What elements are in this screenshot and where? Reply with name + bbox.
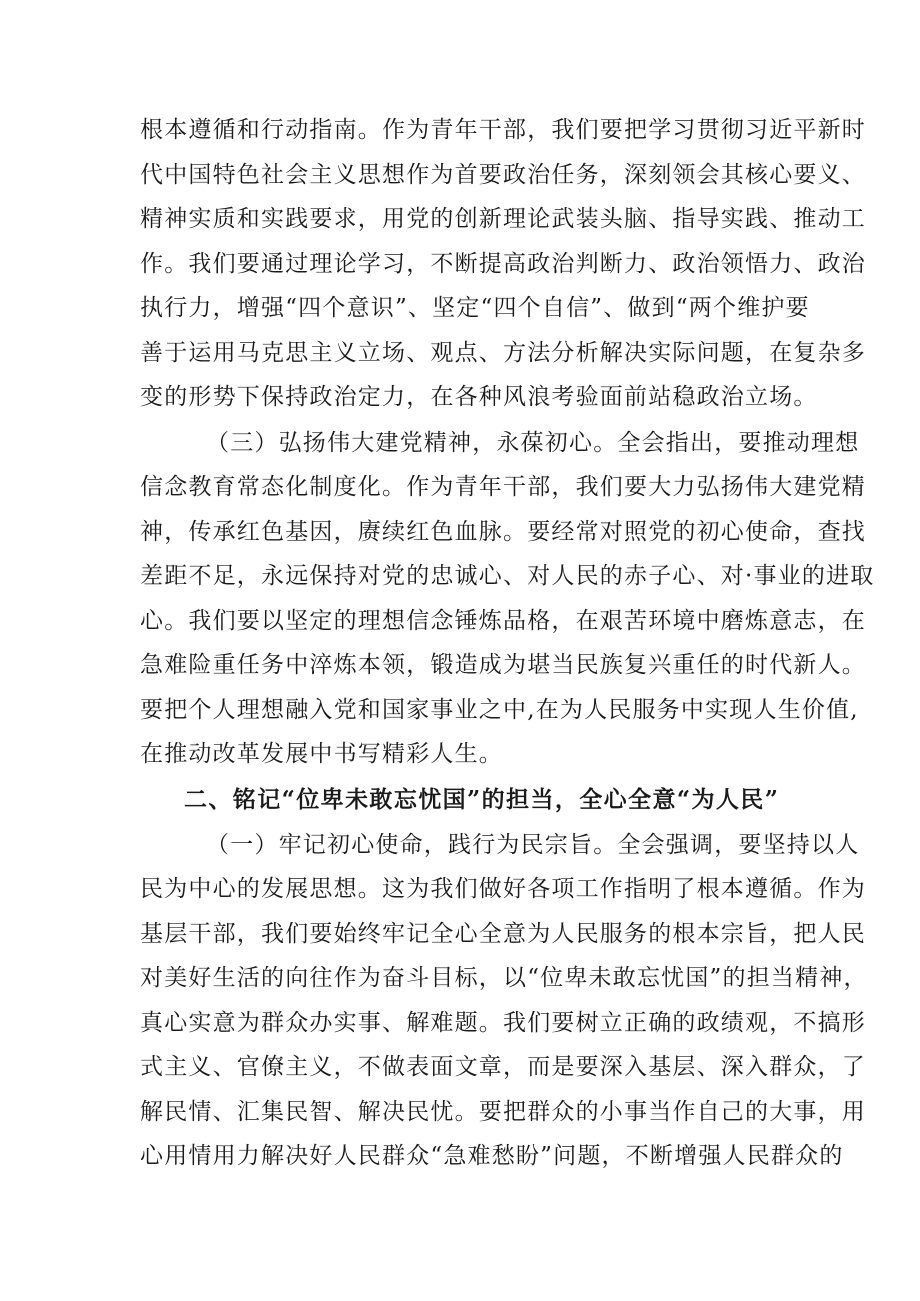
- paragraph-line: 解民情、汇集民智、解决民忧。要把群众的小事当作自己的大事，用: [140, 1099, 866, 1125]
- paragraph-line: 在推动改革发展中书写精彩人生。: [140, 741, 503, 767]
- paragraph-line: 急难险重任务中淬炼本领，锻造成为堪当民族复兴重任的时代新人。: [140, 652, 866, 678]
- paragraph-line: 真心实意为群众办实事、解难题。我们要树立正确的政绩观，不搞形: [140, 1010, 866, 1036]
- paragraph-line: 善于运用马克思主义立场、观点、方法分析解决实际问题，在复杂多: [140, 340, 866, 366]
- paragraph-line: 信念教育常态化制度化。作为青年干部，我们要大力弘扬伟大建党精: [140, 474, 866, 500]
- section-paragraph-start: （三）弘扬伟大建党精神，永葆初心。全会指出，要推动理想: [206, 430, 860, 456]
- paragraph-line: 心用情用力解决好人民群众“急难愁盼”问题，不断增强人民群众的: [140, 1143, 844, 1169]
- paragraph-line: 作。我们要通过理论学习，不断提高政治判断力、政治领悟力、政治: [140, 251, 866, 277]
- paragraph-line: 精神实质和实践要求，用党的创新理论武装头脑、指导实践、推动工: [140, 206, 866, 232]
- paragraph-line: 民为中心的发展思想。这为我们做好各项工作指明了根本遵循。作为: [140, 876, 866, 902]
- paragraph-line: 心。我们要以坚定的理想信念锤炼品格，在艰苦环境中磨炼意志，在: [140, 608, 866, 634]
- section-paragraph-start: （一）牢记初心使命，践行为民宗旨。全会强调，要坚持以人: [206, 832, 860, 858]
- paragraph-line: 根本遵循和行动指南。作为青年干部，我们要把学习贯彻习近平新时: [140, 117, 866, 143]
- paragraph-line: 变的形势下保持政治定力，在各种风浪考验面前站稳政治立场。: [140, 384, 818, 410]
- paragraph-line: 要把个人理想融入党和国家事业之中,在为人民服务中实现人生价值,: [140, 697, 859, 723]
- section-heading: 二、铭记“位卑未敢忘忧国”的担当，全心全意“为人民”: [184, 786, 780, 813]
- paragraph-line: 代中国特色社会主义思想作为首要政治任务，深刻领会其核心要义、: [140, 162, 866, 188]
- paragraph-line: 神，传承红色基因，赓续红色血脉。要经常对照党的初心使命，查找: [140, 519, 866, 545]
- paragraph-line: 对美好生活的向往作为奋斗目标，以“位卑未敢忘忧国”的担当精神，: [140, 965, 868, 991]
- paragraph-line: 基层干部，我们要始终牢记全心全意为人民服务的根本宗旨，把人民: [140, 921, 866, 947]
- paragraph-line: 执行力，增强“四个意识”、坚定“四个自信”、做到“两个维护要: [140, 295, 810, 321]
- paragraph-line: 差距不足，永远保持对党的忠诚心、对人民的赤子心、对·事业的进取: [140, 563, 875, 589]
- paragraph-line: 式主义、官僚主义，不做表面文章，而是要深入基层、深入群众，了: [140, 1054, 866, 1080]
